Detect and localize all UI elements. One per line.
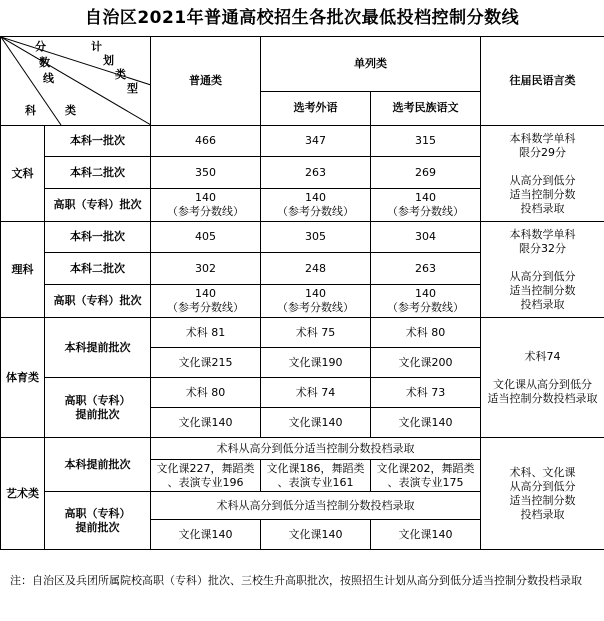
score-cell: 140 （参考分数线）: [371, 285, 481, 318]
diag-label-xian: 线: [43, 72, 54, 85]
wenhua-cell: 文化课140: [261, 408, 371, 438]
wenhua-cell: 文化课202，舞蹈类 、表演专业175: [371, 460, 481, 492]
diag-label-xing: 型: [127, 82, 138, 95]
score-cell: 140 （参考分数线）: [261, 189, 371, 222]
col-header-wangjie: 往届民语言类: [481, 37, 604, 126]
table-row: [1, 222, 604, 253]
score-cell: 405: [151, 222, 261, 253]
score-cell: 347: [261, 126, 371, 157]
wenhua-cell: 文化课140: [151, 520, 261, 550]
category-yishu: 艺术类: [1, 438, 45, 550]
shuke-cell: 术科 75: [261, 318, 371, 348]
diag-label-lei2: 类: [65, 104, 76, 117]
diag-label-ji: 计: [91, 40, 102, 53]
score-cell: 350: [151, 157, 261, 189]
score-cell: 263: [371, 253, 481, 285]
score-cell: 140 （参考分数线）: [151, 285, 261, 318]
table-row: [1, 126, 604, 157]
score-cell: 466: [151, 126, 261, 157]
score-cell: 315: [371, 126, 481, 157]
batch-label: 本科二批次: [45, 157, 151, 189]
wangjie-wenke: 本科数学单科 限分29分 从高分到低分 适当控制分数 投档录取: [481, 126, 604, 222]
wangjie-like: 本科数学单科 限分32分 从高分到低分 适当控制分数 投档录取: [481, 222, 604, 318]
score-table: [0, 36, 604, 550]
yishu-gaozhi-span: 术科从高分到低分适当控制分数投档录取: [151, 492, 481, 520]
page-title: 自治区2021年普通高校招生各批次最低投档控制分数线: [84, 8, 520, 28]
score-cell: 248: [261, 253, 371, 285]
wenhua-cell: 文化课227，舞蹈类 、表演专业196: [151, 460, 261, 492]
yishu-tiqian-span: 术科从高分到低分适当控制分数投档录取: [151, 438, 481, 460]
diag-label-lei: 类: [115, 68, 126, 81]
batch-label: 高职（专科）批次: [45, 189, 151, 222]
batch-label: 本科一批次: [45, 222, 151, 253]
shuke-cell: 术科 73: [371, 378, 481, 408]
category-wenke: 文科: [1, 126, 45, 222]
header-row-1: [1, 37, 604, 92]
batch-label: 高职（专科）批次: [45, 285, 151, 318]
col-header-putong: 普通类: [151, 37, 261, 126]
wenhua-cell: 文化课200: [371, 348, 481, 378]
table-row: [1, 438, 604, 460]
category-like: 理科: [1, 222, 45, 318]
score-cell: 140 （参考分数线）: [151, 189, 261, 222]
wenhua-cell: 文化课215: [151, 348, 261, 378]
batch-label: 高职（专科） 提前批次: [45, 378, 151, 438]
diag-label-fen: 分: [35, 40, 46, 53]
diag-label-shu: 数: [39, 56, 50, 69]
wenhua-cell: 文化课186，舞蹈类 、表演专业161: [261, 460, 371, 492]
score-cell: 302: [151, 253, 261, 285]
shuke-cell: 术科 80: [371, 318, 481, 348]
batch-label: 高职（专科） 提前批次: [45, 492, 151, 550]
score-cell: 305: [261, 222, 371, 253]
batch-label: 本科二批次: [45, 253, 151, 285]
batch-label: 本科提前批次: [45, 438, 151, 492]
wangjie-tiyu: 术科74 文化课从高分到低分 适当控制分数投档录取: [481, 318, 604, 438]
footnote: 注：自治区及兵团所属院校高职（专科）批次、三校生升高职批次，按照招生计划从高分到低分适当控制分数投档录取: [10, 574, 582, 587]
wenhua-cell: 文化课140: [261, 520, 371, 550]
wenhua-cell: 文化课140: [151, 408, 261, 438]
wenhua-cell: 文化课190: [261, 348, 371, 378]
shuke-cell: 术科 74: [261, 378, 371, 408]
batch-label: 本科提前批次: [45, 318, 151, 378]
diag-label-ke: 科: [25, 104, 36, 117]
wenhua-cell: 文化课140: [371, 408, 481, 438]
batch-label: 本科一批次: [45, 126, 151, 157]
shuke-cell: 术科 81: [151, 318, 261, 348]
category-tiyu: 体育类: [1, 318, 45, 438]
diag-label-hua: 划: [103, 54, 114, 67]
diagonal-header-cell: [1, 37, 151, 126]
table-row: [1, 318, 604, 348]
col-header-minzu: 选考民族语文: [371, 91, 481, 125]
score-cell: 269: [371, 157, 481, 189]
wenhua-cell: 文化课140: [371, 520, 481, 550]
score-cell: 140 （参考分数线）: [261, 285, 371, 318]
score-cell: 263: [261, 157, 371, 189]
col-header-waiyu: 选考外语: [261, 91, 371, 125]
wangjie-yishu: 术科、文化课 从高分到低分 适当控制分数 投档录取: [481, 438, 604, 550]
score-cell: 304: [371, 222, 481, 253]
col-header-danlie: 单列类: [261, 37, 481, 92]
score-cell: 140 （参考分数线）: [371, 189, 481, 222]
shuke-cell: 术科 80: [151, 378, 261, 408]
